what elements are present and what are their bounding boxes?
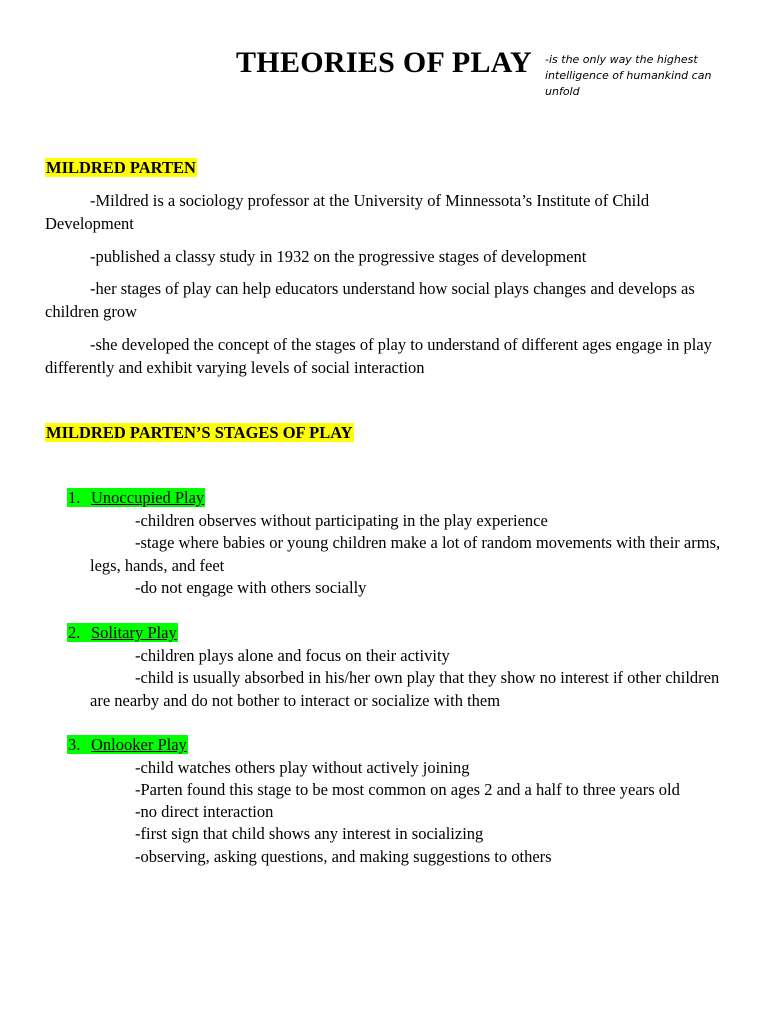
paragraph: -Mildred is a sociology professor at the University of Minnessota’s Institute of Child Development xyxy=(45,191,650,233)
stage-heading-unoccupied xyxy=(67,487,205,508)
stage-number: 2. xyxy=(68,623,81,642)
stage-point: -no direct interaction xyxy=(135,802,274,821)
stage-point: -Parten found this stage to be most common on ages 2 and a half to three years old xyxy=(135,780,680,799)
stage-point: -do not engage with others socially xyxy=(135,578,367,597)
stage-heading-onlooker xyxy=(67,734,188,755)
stage-point: -child is usually absorbed in his/her own play that they show no interest if other children are nearby and do not bother to interact or socialize with them xyxy=(90,668,720,710)
stage-heading-highlight xyxy=(67,488,205,507)
stage-point: -stage where babies or young children make a lot of random movements with their arms, legs, hands, and feet xyxy=(90,533,721,575)
section-heading-mildred-parten xyxy=(45,157,197,178)
stage-point: -child watches others play without actively joining xyxy=(135,758,470,777)
section-heading-text: MILDRED PARTEN xyxy=(46,158,196,177)
stage-number: 3. xyxy=(68,735,81,754)
page-title: THEORIES OF PLAY xyxy=(236,46,532,79)
paragraph: -her stages of play can help educators understand how social plays changes and develops as children grow xyxy=(45,279,695,321)
title-note: -is the only way the highest intelligence of humankind can unfold xyxy=(545,53,712,98)
stage-name: Solitary Play xyxy=(91,623,177,642)
stage-point: -children observes without participating in the play experience xyxy=(135,511,548,530)
stage-point: -children plays alone and focus on their activity xyxy=(135,646,450,665)
stage-heading-solitary xyxy=(67,622,178,643)
paragraph: -published a classy study in 1932 on the progressive stages of development xyxy=(90,247,587,266)
paragraph: -she developed the concept of the stages of play to understand of different ages engage in play differently and exhibit varying levels of social interaction xyxy=(45,335,712,377)
stage-name: Onlooker Play xyxy=(91,735,187,754)
section-heading-text: MILDRED PARTEN’S STAGES OF PLAY xyxy=(46,423,353,442)
section-heading-stages-of-play xyxy=(45,422,354,443)
stage-point: -first sign that child shows any interest in socializing xyxy=(135,824,484,843)
stage-number: 1. xyxy=(68,488,81,507)
stage-point: -observing, asking questions, and making suggestions to others xyxy=(135,847,552,866)
stage-heading-highlight xyxy=(67,735,188,754)
stage-name: Unoccupied Play xyxy=(91,488,205,507)
stage-heading-highlight xyxy=(67,623,178,642)
